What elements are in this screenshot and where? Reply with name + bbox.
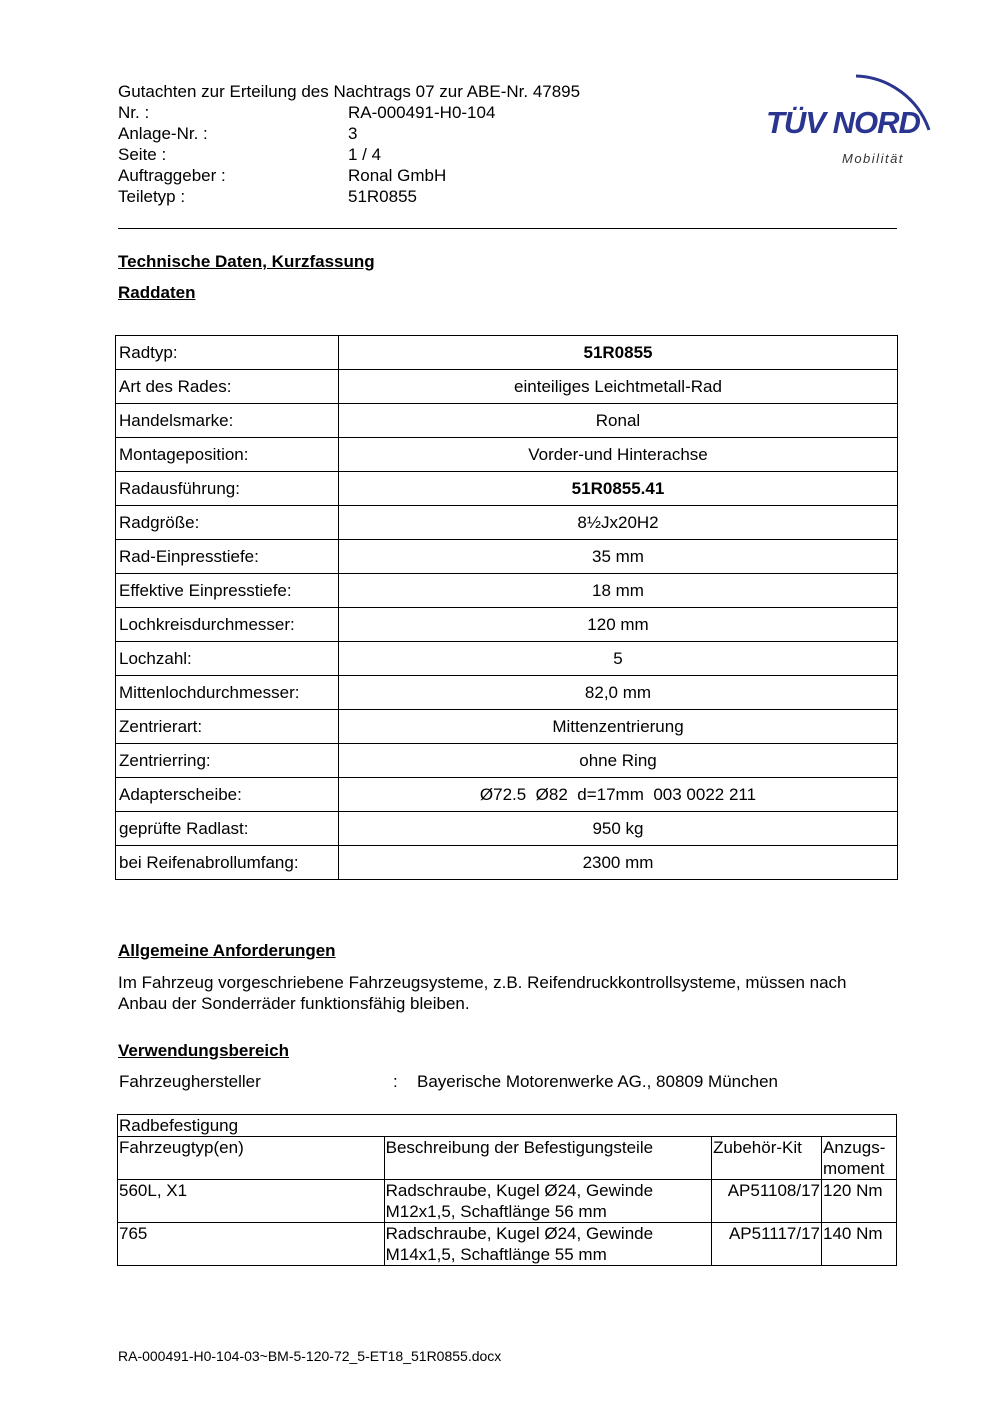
table-row: geprüfte Radlast: 950 kg xyxy=(116,812,898,846)
allgemeine-anforderungen-text: Im Fahrzeug vorgeschriebene Fahrzeugsysteme, z.B. Reifendruckkontrollsysteme, müssen nach Anbau der Sonderräder funktionsfähig bleiben. xyxy=(118,973,847,1013)
table-row: Zentrierring: ohne Ring xyxy=(116,744,898,778)
table-row: Art des Rades: einteiliges Leichtmetall-Rad xyxy=(116,370,898,404)
table-row: 765 Radschraube, Kugel Ø24, Gewinde M14x1,5, Schaftlänge 55 mm AP51117/17 140 Nm xyxy=(118,1223,897,1266)
heading-raddaten: Raddaten xyxy=(118,283,196,302)
table-row: Zentrierart: Mittenzentrierung xyxy=(116,710,898,744)
table-row: Mittenlochdurchmesser: 82,0 mm xyxy=(116,676,898,710)
heading-technische-daten: Technische Daten, Kurzfassung xyxy=(118,252,375,271)
table-row: Adapterscheibe: Ø72.5 Ø82 d=17mm 003 0022 211 xyxy=(116,778,898,812)
table-row: Montageposition: Vorder-und Hinterachse xyxy=(116,438,898,472)
fahrzeughersteller-separator: : xyxy=(393,1072,398,1091)
footer-filename: RA-000491-H0-104-03~BM-5-120-72_5-ET18_51R0855.docx xyxy=(118,1348,502,1364)
table-row: Lochkreisdurchmesser: 120 mm xyxy=(116,608,898,642)
table-header-row: Fahrzeugtyp(en) Beschreibung der Befestigungsteile Zubehör-Kit Anzugs-moment xyxy=(118,1137,897,1180)
heading-allgemeine-anforderungen: Allgemeine Anforderungen xyxy=(118,941,336,960)
document-title: Gutachten zur Erteilung des Nachtrags 07 zur ABE-Nr. 47895 xyxy=(118,82,581,101)
logo-brand: TÜV NORD xyxy=(766,105,920,140)
table-row: Radgröße: 8½Jx20H2 xyxy=(116,506,898,540)
table-caption-row xyxy=(118,1115,897,1137)
heading-verwendungsbereich: Verwendungsbereich xyxy=(118,1041,289,1060)
raddaten-table xyxy=(115,335,898,880)
table-caption: Radbefestigung xyxy=(118,1115,897,1137)
table-row: Radausführung: 51R0855.41 xyxy=(116,472,898,506)
radbefestigung-table xyxy=(117,1114,897,1266)
table-row: Rad-Einpresstiefe: 35 mm xyxy=(116,540,898,574)
table-row: Effektive Einpresstiefe: 18 mm xyxy=(116,574,898,608)
logo-subtitle: Mobilität xyxy=(842,151,904,166)
table-row: 560L, X1 Radschraube, Kugel Ø24, Gewinde M12x1,5, Schaftlänge 56 mm AP51108/17 120 Nm xyxy=(118,1180,897,1223)
table-row: Radtyp: 51R0855 xyxy=(116,336,898,370)
fahrzeughersteller-value: Bayerische Motorenwerke AG., 80809 München xyxy=(417,1072,778,1091)
tuv-nord-logo xyxy=(766,58,946,173)
header-divider xyxy=(118,228,897,229)
fahrzeughersteller-label: Fahrzeughersteller xyxy=(119,1072,261,1091)
table-row: Handelsmarke: Ronal xyxy=(116,404,898,438)
table-row: bei Reifenabrollumfang: 2300 mm xyxy=(116,846,898,880)
table-row: Lochzahl: 5 xyxy=(116,642,898,676)
